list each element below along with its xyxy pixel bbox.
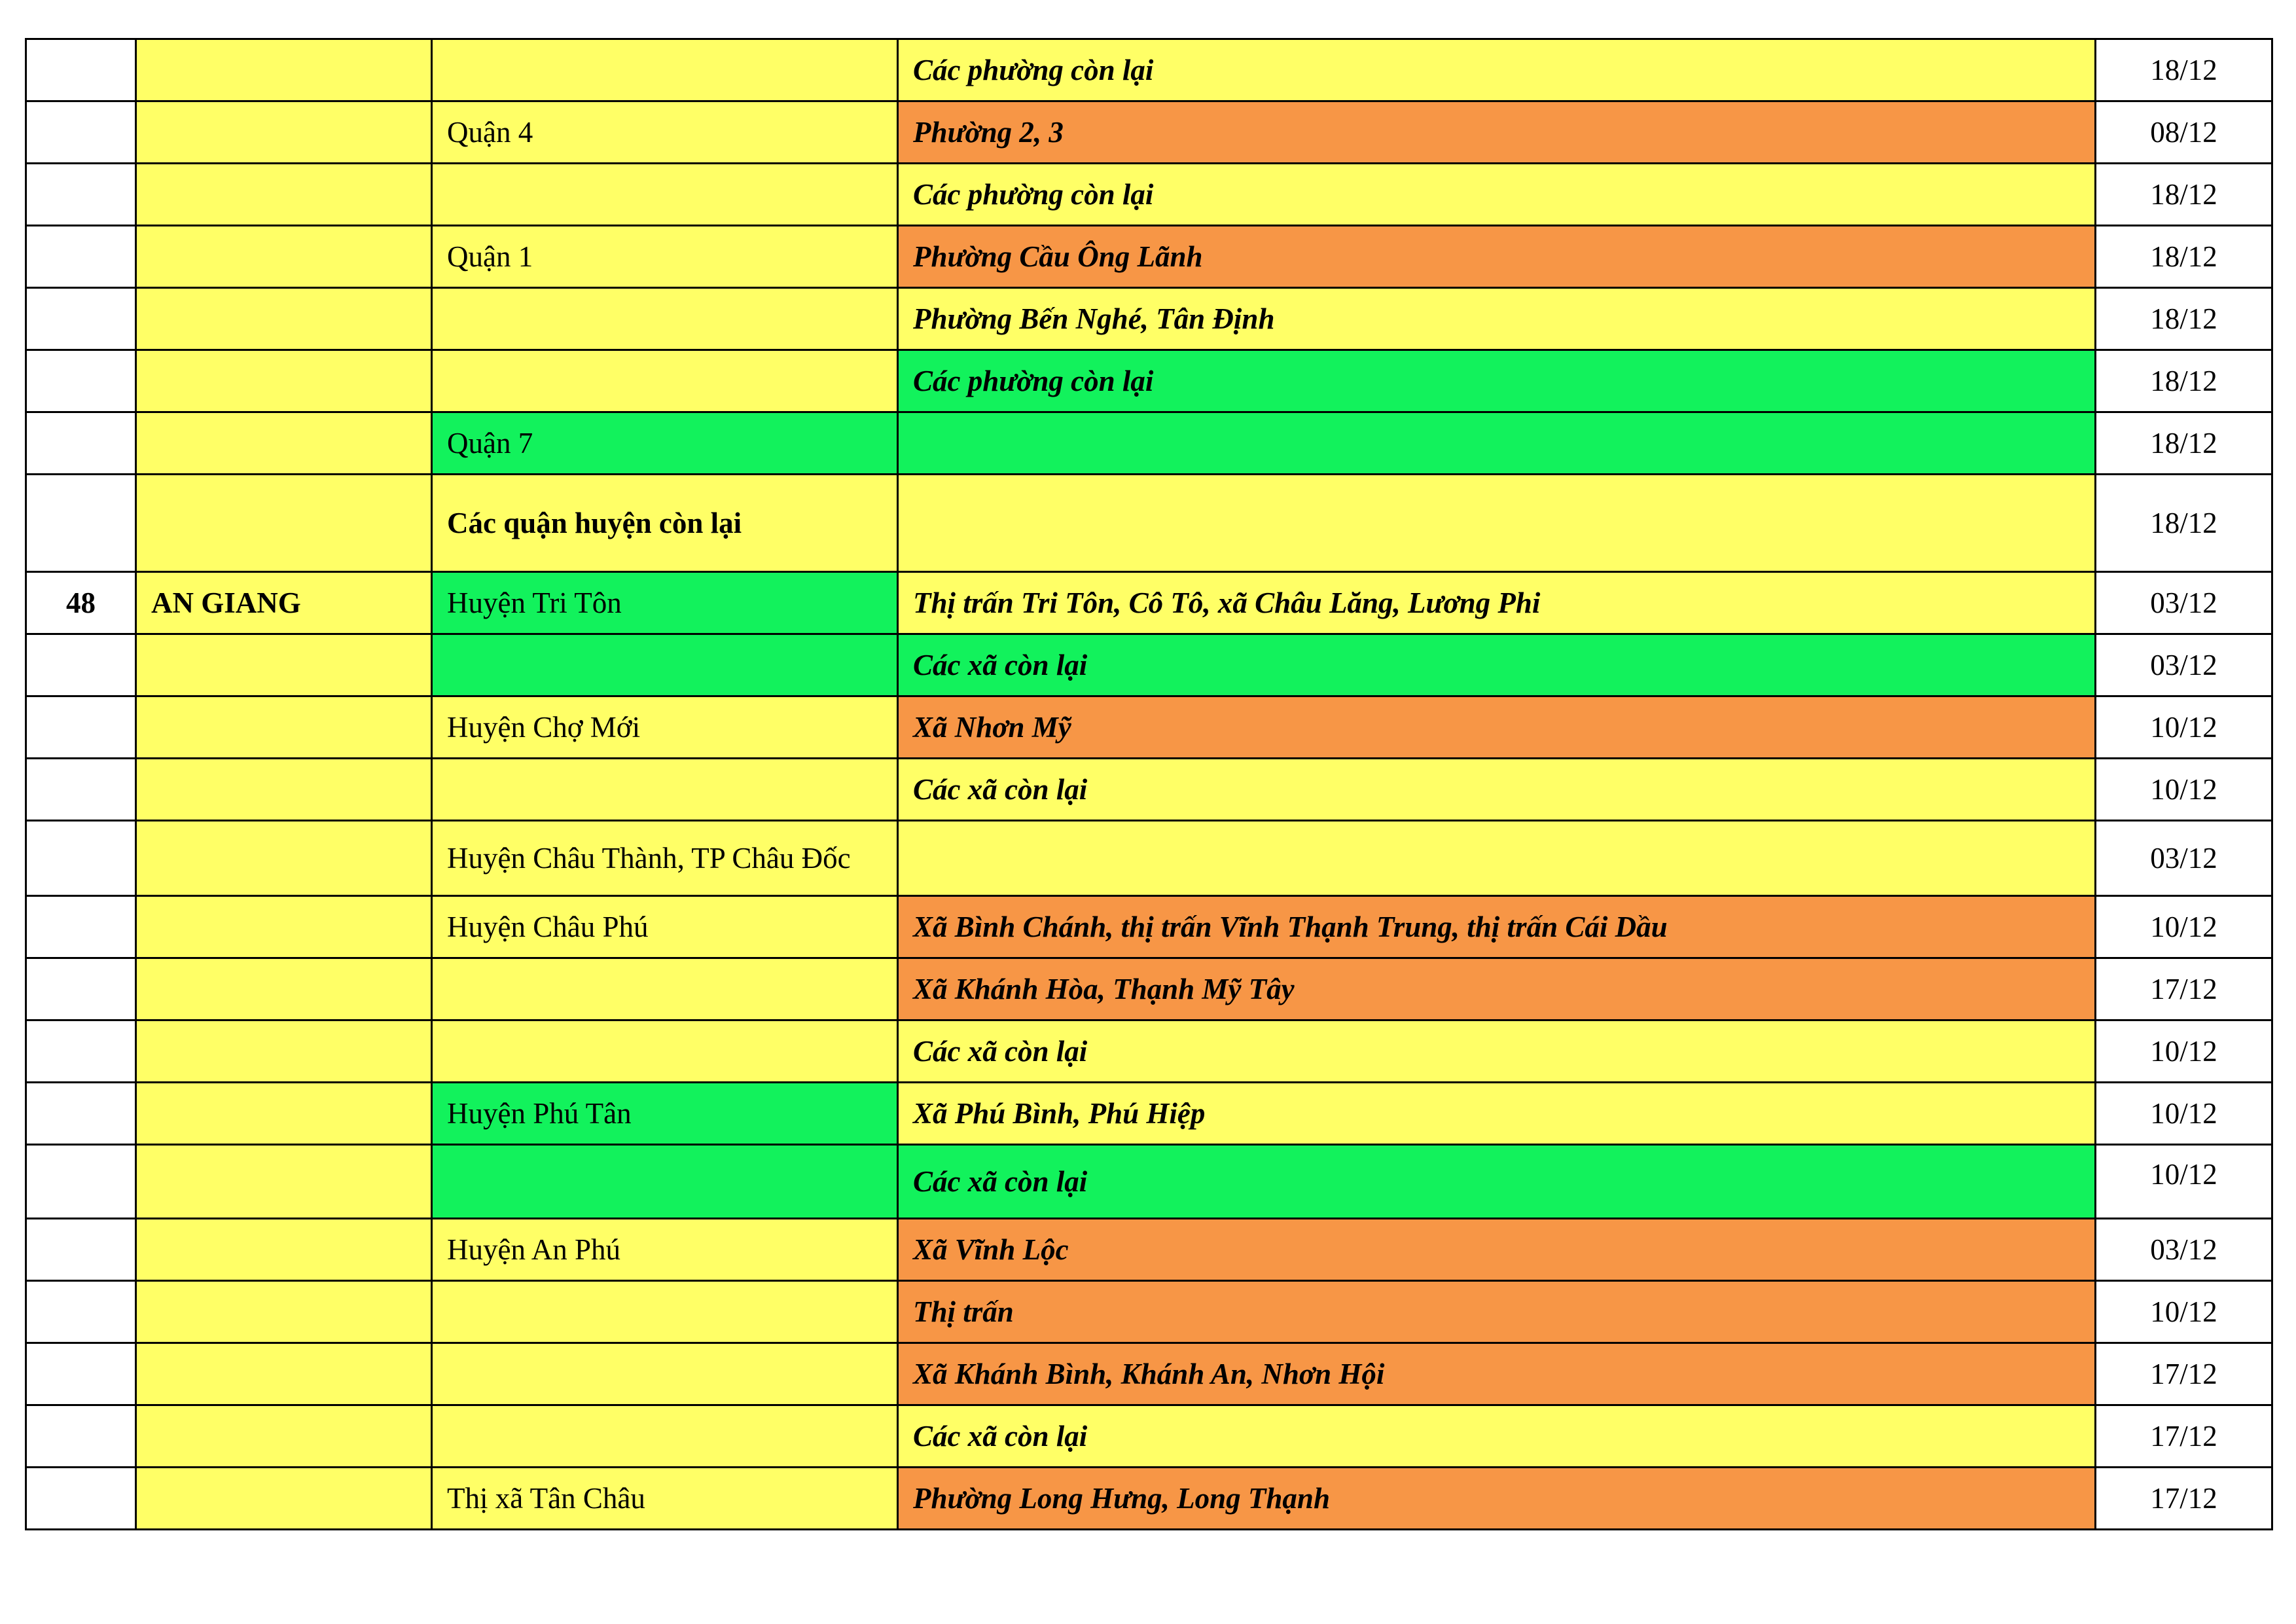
stt-cell — [26, 350, 136, 412]
table-row — [26, 1020, 2272, 1083]
stt-cell — [26, 288, 136, 350]
date-cell: 17/12 — [2096, 1343, 2272, 1405]
date-cell: 18/12 — [2096, 350, 2272, 412]
stt-cell — [26, 634, 136, 696]
province-cell — [136, 634, 432, 696]
table-row — [26, 1219, 2272, 1281]
district-cell: Huyện Châu Thành, TP Châu Đốc — [432, 821, 898, 896]
province-cell — [136, 1468, 432, 1530]
province-cell — [136, 696, 432, 759]
wards-cell: Các xã còn lại — [898, 1020, 2096, 1083]
stt-cell — [26, 759, 136, 821]
date-cell: 10/12 — [2096, 759, 2272, 821]
province-cell — [136, 1083, 432, 1145]
stt-cell — [26, 1219, 136, 1281]
stt-cell — [26, 1083, 136, 1145]
province-cell — [136, 1405, 432, 1468]
province-cell — [136, 1219, 432, 1281]
table-row — [26, 164, 2272, 226]
date-cell: 03/12 — [2096, 1219, 2272, 1281]
date-cell: 17/12 — [2096, 1405, 2272, 1468]
date-cell: 18/12 — [2096, 412, 2272, 475]
table-row — [26, 696, 2272, 759]
table-row — [26, 634, 2272, 696]
wards-cell — [898, 821, 2096, 896]
table-row — [26, 1343, 2272, 1405]
date-cell: 03/12 — [2096, 821, 2272, 896]
district-cell: Các quận huyện còn lại — [432, 475, 898, 572]
wards-cell: Các xã còn lại — [898, 1145, 2096, 1219]
wards-cell — [898, 412, 2096, 475]
table-row — [26, 759, 2272, 821]
table-row — [26, 896, 2272, 958]
table-body — [26, 39, 2272, 1530]
date-cell: 10/12 — [2096, 696, 2272, 759]
wards-cell: Các xã còn lại — [898, 1405, 2096, 1468]
district-cell — [432, 1343, 898, 1405]
district-cell: Huyện Tri Tôn — [432, 572, 898, 634]
province-cell — [136, 412, 432, 475]
stt-cell — [26, 1020, 136, 1083]
province-cell — [136, 226, 432, 288]
stt-cell — [26, 821, 136, 896]
province-cell — [136, 958, 432, 1020]
province-cell — [136, 288, 432, 350]
wards-cell: Các xã còn lại — [898, 634, 2096, 696]
district-cell — [432, 350, 898, 412]
stt-cell — [26, 226, 136, 288]
wards-cell: Xã Bình Chánh, thị trấn Vĩnh Thạnh Trung, thị trấn Cái Dầu — [898, 896, 2096, 958]
date-cell: 18/12 — [2096, 475, 2272, 572]
district-cell: Thị xã Tân Châu — [432, 1468, 898, 1530]
table-row — [26, 101, 2272, 164]
table-row — [26, 1083, 2272, 1145]
stt-cell — [26, 1281, 136, 1343]
date-cell: 03/12 — [2096, 572, 2272, 634]
wards-cell: Các phường còn lại — [898, 164, 2096, 226]
province-cell — [136, 1020, 432, 1083]
date-cell: 10/12 — [2096, 1020, 2272, 1083]
district-cell: Huyện Châu Phú — [432, 896, 898, 958]
wards-cell: Xã Khánh Hòa, Thạnh Mỹ Tây — [898, 958, 2096, 1020]
date-cell: 03/12 — [2096, 634, 2272, 696]
province-cell — [136, 1343, 432, 1405]
province-cell — [136, 164, 432, 226]
zone-schedule-table — [25, 38, 2273, 1530]
province-cell — [136, 1281, 432, 1343]
date-cell: 18/12 — [2096, 164, 2272, 226]
date-cell: 10/12 — [2096, 1145, 2272, 1219]
district-cell: Quận 1 — [432, 226, 898, 288]
date-cell: 18/12 — [2096, 39, 2272, 101]
stt-cell — [26, 1343, 136, 1405]
table-row — [26, 412, 2272, 475]
province-cell — [136, 101, 432, 164]
district-cell — [432, 634, 898, 696]
stt-cell — [26, 696, 136, 759]
table-row — [26, 1468, 2272, 1530]
wards-cell: Các phường còn lại — [898, 39, 2096, 101]
wards-cell: Xã Khánh Bình, Khánh An, Nhơn Hội — [898, 1343, 2096, 1405]
table-row — [26, 1405, 2272, 1468]
wards-cell — [898, 475, 2096, 572]
table-row — [26, 821, 2272, 896]
province-cell — [136, 759, 432, 821]
district-cell — [432, 759, 898, 821]
district-cell — [432, 1145, 898, 1219]
wards-cell: Các xã còn lại — [898, 759, 2096, 821]
province-cell — [136, 475, 432, 572]
date-cell: 08/12 — [2096, 101, 2272, 164]
stt-cell — [26, 1468, 136, 1530]
district-cell — [432, 958, 898, 1020]
district-cell — [432, 1405, 898, 1468]
date-cell: 10/12 — [2096, 896, 2272, 958]
province-cell: AN GIANG — [136, 572, 432, 634]
district-cell: Quận 7 — [432, 412, 898, 475]
wards-cell: Thị trấn — [898, 1281, 2096, 1343]
district-cell: Quận 4 — [432, 101, 898, 164]
stt-cell — [26, 101, 136, 164]
table-row — [26, 226, 2272, 288]
district-cell: Huyện An Phú — [432, 1219, 898, 1281]
table-row — [26, 1281, 2272, 1343]
province-cell — [136, 896, 432, 958]
wards-cell: Các phường còn lại — [898, 350, 2096, 412]
stt-cell — [26, 1405, 136, 1468]
table-row — [26, 1145, 2272, 1219]
table-row — [26, 39, 2272, 101]
province-cell — [136, 1145, 432, 1219]
wards-cell: Phường Cầu Ông Lãnh — [898, 226, 2096, 288]
province-cell — [136, 350, 432, 412]
document-page — [25, 38, 2271, 1530]
date-cell: 10/12 — [2096, 1281, 2272, 1343]
stt-cell — [26, 39, 136, 101]
stt-cell — [26, 475, 136, 572]
district-cell: Huyện Chợ Mới — [432, 696, 898, 759]
district-cell: Huyện Phú Tân — [432, 1083, 898, 1145]
wards-cell: Xã Vĩnh Lộc — [898, 1219, 2096, 1281]
province-cell — [136, 821, 432, 896]
wards-cell: Xã Phú Bình, Phú Hiệp — [898, 1083, 2096, 1145]
stt-cell — [26, 164, 136, 226]
stt-cell — [26, 412, 136, 475]
wards-cell: Xã Nhơn Mỹ — [898, 696, 2096, 759]
wards-cell: Phường Long Hưng, Long Thạnh — [898, 1468, 2096, 1530]
district-cell — [432, 288, 898, 350]
date-cell: 17/12 — [2096, 1468, 2272, 1530]
wards-cell: Thị trấn Tri Tôn, Cô Tô, xã Châu Lăng, Lương Phi — [898, 572, 2096, 634]
province-cell — [136, 39, 432, 101]
stt-cell — [26, 1145, 136, 1219]
date-cell: 17/12 — [2096, 958, 2272, 1020]
date-cell: 18/12 — [2096, 288, 2272, 350]
table-row — [26, 572, 2272, 634]
stt-cell — [26, 896, 136, 958]
stt-cell: 48 — [26, 572, 136, 634]
district-cell — [432, 39, 898, 101]
table-row — [26, 288, 2272, 350]
table-row — [26, 475, 2272, 572]
district-cell — [432, 1020, 898, 1083]
table-row — [26, 350, 2272, 412]
date-cell: 18/12 — [2096, 226, 2272, 288]
stt-cell — [26, 958, 136, 1020]
wards-cell: Phường 2, 3 — [898, 101, 2096, 164]
wards-cell: Phường Bến Nghé, Tân Định — [898, 288, 2096, 350]
date-cell: 10/12 — [2096, 1083, 2272, 1145]
district-cell — [432, 1281, 898, 1343]
district-cell — [432, 164, 898, 226]
table-row — [26, 958, 2272, 1020]
